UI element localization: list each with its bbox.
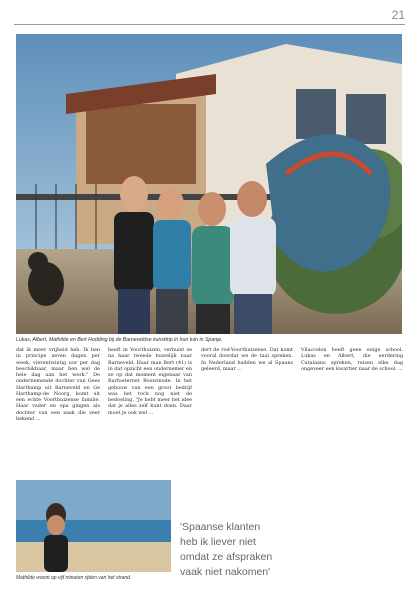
pull-quote <box>180 520 280 580</box>
article-column-4 <box>301 347 403 592</box>
pull-quote-text: 'Spaanse klanten heb ik liever niet omdat ze afspraken vaak niet nakomen' <box>180 521 273 578</box>
beach-photo-illustration <box>16 480 171 572</box>
column-1-text: dat ik meer vrijheid heb. Ik ben in principe zeven dagen per week, vierentwintig uur per dag beschikbaar, maar ben wel de hele dag aan het werk." De ondernemende dochter van Gees Harthamp uit Barneveld en Ge Harthamp-de Noorg, komt uit een echte Voorthuizense familie. Haar vader en opa gingen als dochter van een zaak die zeer bekend ... <box>16 347 100 422</box>
main-photo <box>16 34 402 334</box>
column-4-text: Vilaccelon heeft geen enige school. Lukas en Albert, die eerdering Catalaans spreken, reizen elke dag ongeveer een kwartier naar de school. ... <box>301 347 403 372</box>
inset-photo <box>16 480 171 572</box>
page-number: 21 <box>391 8 405 22</box>
photo-caption: Lukas, Albert, Mathilde en Bert Hodding bij de Barneveldse kunsttrip in hun tuin in Spanje. <box>16 337 223 343</box>
top-rule <box>14 24 405 25</box>
family-photo-illustration <box>16 34 402 334</box>
article-column-1 <box>16 347 100 477</box>
column-3-text: dert de rod-Voorthuizense. Dat komt vooral doordat we de taal spreken. In Nederland hadden we al Spaans geleerd, maar ... <box>201 347 293 372</box>
column-2-text: heeft in Voorthuizen, verhuist ze na haar tweede huwelijk naar Barneveld. Haar man Bert (41) is in dat opzicht een ondernemer en ze op dat moment eigenaar van Barfoeternet Bouwmode. In het gebouw van een groot bedrijf was het toch nog niet de bedoeling. "Je hebt meer het idee dat je alles zelf kunt doen. Daar moet je ook wel ... <box>108 347 192 416</box>
inset-caption: Mathilde woont op vijf minuten rijden van het strand. <box>16 575 132 581</box>
